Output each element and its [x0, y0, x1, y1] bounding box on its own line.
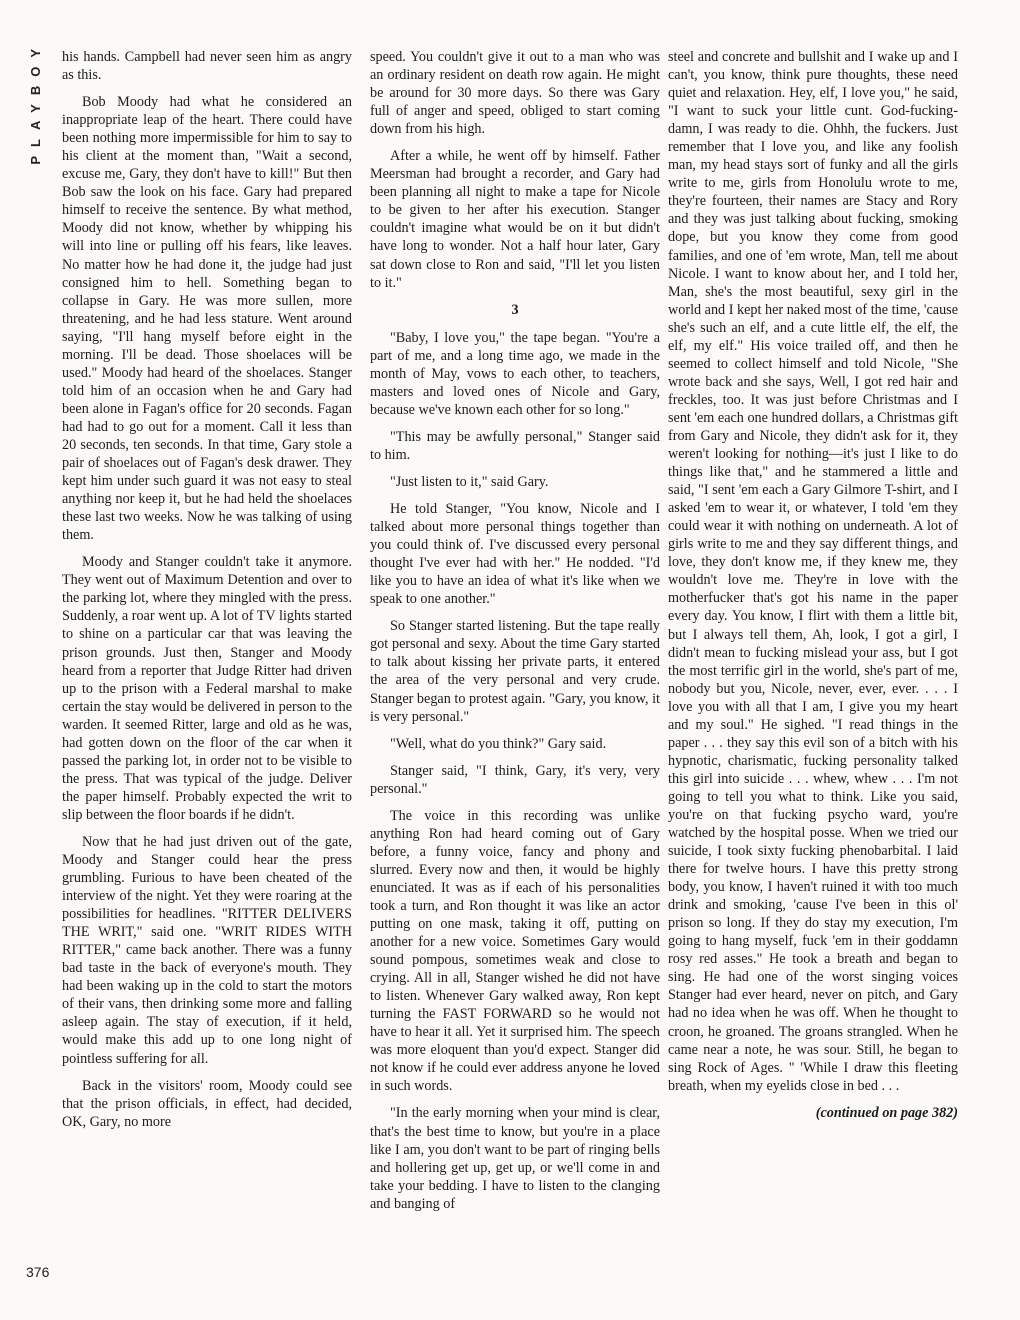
paragraph: steel and concrete and bullshit and I wake up and I can't, you know, think pure thoughts, these need quiet and relaxation. Hey, elf, I love you," he said, "I want to suck your little cunt. God-fucking-damn, I was ready to die. Ohhh, the fuckers. Just remember that I love you, and like any foolish man, my head stays sort of funky and all the girls write to me, girls from Honolulu wrote to me, they're fourteen, their names are Stacy and Rory and they was just talking about fucking, smoking dope, but you know they come from good families, and one of 'em wrote, Man, tell me about Nicole. I want to know about her, and I told her, Man, she's the most beautiful, sexy girl in the world and I kept her naked most of the time, 'cause she's such an elf, and a cute little elf, the elf, the elf, my elf." His voice trailed off, and then he seemed to collect himself and told Nicole, "She wrote back and she says, Well, I got red hair and freckles, too. It was just before Christmas and I sent 'em each one hundred dollars, a Christmas gift from Gary and Nicole, they didn't ask for it, they weren't looking for nothing—it's just I like to do things like that," and he stammered a little and said, "I sent 'em each a Gary Gilmore T-shirt, and I asked 'em to wear it, or whatever, I told 'em they could wear it with nothing on underneath. A lot of girls write to me and they say different things, and love, they don't know me, if they knew me, they wouldn't love me. They're in love with the motherfucker that's got his name in the paper every day. You know, I flirt with them a little bit, but I always tell them, Ah, look, I got a girl, I didn't mean to fucking mislead your ass, but I got the most terrific girl in the world, she's part of me, nobody but you, Nicole, never, ever, ever. . . . I love you with all that I am, I give you my heart and my soul." He sighed. "I read things in the paper . . . they say this evil son of a bitch with his hypnotic, charismatic, fucking personality talked this girl into suicide . . . whew, whew . . . I'm not going to tell you what to think. Like you said, you're on that fucking psycho ward, you're watched by the hospital posse. When we tried our suicide, I took sixty fucking phenobarbital. I laid there for twelve hours. I have this pretty strong body, you know, I haven't ruined it with too much drink and smoking, 'cause I've been in this ol' prison so long. If they do stay my execution, I'm going to hang myself, fuck 'em in their goddamn rosy red asses." He took a breath and began to sing. He had one of the worst singing voices Stanger had ever heard, never on pitch, and Gary had no idea when he was off. When he thought to croon, he groaned. The groans strangled. When he came near a note, he was sour. Still, he began to sing Rock of Ages. " 'While I draw this fleeting breath, when my eyelids close in bed . . . — [668, 49, 958, 1094]
paragraph: "Just listen to it," said Gary. — [390, 473, 549, 490]
text-column-1 — [62, 48, 352, 1296]
paragraph: "Baby, I love you," the tape began. "You're a part of me, and a long time ago, we made in the month of May, vows to each other, to teachers, masters and loved ones of Nicole and Gary, because we've known each other for so long." — [370, 329, 660, 418]
paragraph: After a while, he went off by himself. Father Meersman had brought a recorder, and Gary had been planning all night to make a tape for Nicole to be given to her after his execution. Stanger couldn't imagine what would be on it but didn't have long to wonder. Not a half hour later, Gary sat down close to Ron and said, "I'll let you listen to it." — [370, 148, 660, 291]
section-number: 3 — [511, 301, 519, 318]
paragraph: Bob Moody had what he considered an inappropriate leap of the heart. There could have been nothing more impermissible for him to say to his client at the moment than, "Wait a second, excuse me, Gary, they don't have to kill!" But then Bob saw the look on his face. Gary had prepared himself to receive the sentence. By what method, Moody did not know, whether by whipping his will into line or pulling off his fears, like leaves. No matter how he had done it, the judge had just consigned him to hell. Something began to collapse in Gary. He was more sullen, more threatening, and he had less stature. Went around saying, "I'll hang myself before eight in the morning. I'll be dead. Those shoelaces will be used." Moody had heard of the shoelaces. Stanger told him of an occasion when he and Gary had been alone in Fagan's office for 20 seconds. Fagan had had to go out for a moment. Call it less than 20 seconds, ten seconds. In that time, Gary stole a pair of shoelaces out of Fagan's desk drawer. They kept him under such guard it was not easy to steal anything nor keep it, but he had held the shoelaces these last two weeks. Now he was talking of using them. — [62, 94, 352, 544]
paragraph: The voice in this recording was unlike anything Ron had heard coming out of Gary before, a funny voice, fancy and phony and slurred. Every now and then, it would be highly enunciated. It was as if each of his personalities took a turn, and Ron thought it was like an actor putting on one mask, taking it off, putting on another for a new voice. Sometimes Gary would sound pompous, sometimes weak and close to crying. All in all, Stanger wished he did not have to listen. Whenever Gary walked away, Ron kept turning the FAST FORWARD so he would not have to hear it all. Yet it surprised him. The speech was more eloquent than you'd expect. Stanger did not know if he could ever address anyone he loved in such words. — [370, 807, 660, 1095]
text-column-2 — [370, 48, 660, 1296]
page-number: 376 — [26, 1264, 50, 1280]
continuation-note: (continued on page 382) — [815, 1104, 958, 1121]
paragraph: "In the early morning when your mind is clear, that's the best time to know, but you're in a place like I am, you don't want to be part of ringing bells and hollering get up, get up, or we'll come in and take your bedding. I have to listen to the clanging and banging of — [370, 1105, 660, 1212]
paragraph: Now that he had just driven out of the gate, Moody and Stanger could hear the press grumbling. Furious to have been cheated of the interview of the night. Yet they were roaring at the possibilities for headlines. "RITTER DELIVERS THE WRIT," said one. "WRIT RIDES WITH RITTER," came back another. There was a funny bad taste in the back of everyone's mouth. They had been waking up in the cold to start the motors of their vans, then drinking some more and falling asleep again. The stay of execution, if it held, would make this add up to one long night of pointless suffering for all. — [62, 833, 352, 1067]
paragraph: He told Stanger, "You know, Nicole and I talked about more personal things together than you could think of. I've discussed every personal thought I've ever had with her." He nodded. "I'd like you to have an idea of what it's like when we speak to one another." — [370, 501, 660, 608]
paragraph: "Well, what do you think?" Gary said. — [390, 735, 607, 752]
paragraph: speed. You couldn't give it out to a man who was an ordinary resident on death row again. He might be around for 30 more days. So there was Gary full of anger and speed, obliged to start coming down from his high. — [370, 49, 660, 138]
text-column-3 — [668, 48, 958, 1296]
paragraph: Back in the visitors' room, Moody could see that the prison officials, in effect, had decided, OK, Gary, no more — [62, 1077, 352, 1130]
magazine-masthead: PLAYBOY — [28, 40, 43, 165]
paragraph: So Stanger started listening. But the tape really got personal and sexy. About the time Gary started to talk about kissing her private parts, it entered the area of the very personal and very crude. Stanger began to protest again. "Gary, you know, it is very personal." — [370, 618, 660, 725]
paragraph: "This may be awfully personal," Stanger said to him. — [370, 428, 660, 463]
paragraph: Moody and Stanger couldn't take it anymore. They went out of Maximum Detention and over to the parking lot, where they mingled with the press. Suddenly, a roar went up. A lot of TV lights started to shine on a particular car that was leaving the prison grounds. Just then, Stanger and Moody heard from a reporter that Judge Ritter had driven up to the prison with a Federal marshal to make certain the stay would be delivered in person to the warden. It seemed Ritter, large and old as he was, had gotten down on the floor of the car when it passed the parking lot, in order not to be visible to the press. That was typical of the judge. Deliver the paper himself. Probably expected the writ to slip between the floor boards if he didn't. — [62, 554, 352, 823]
paragraph: his hands. Campbell had never seen him as angry as this. — [62, 49, 352, 84]
paragraph: Stanger said, "I think, Gary, it's very, very personal." — [370, 762, 660, 797]
